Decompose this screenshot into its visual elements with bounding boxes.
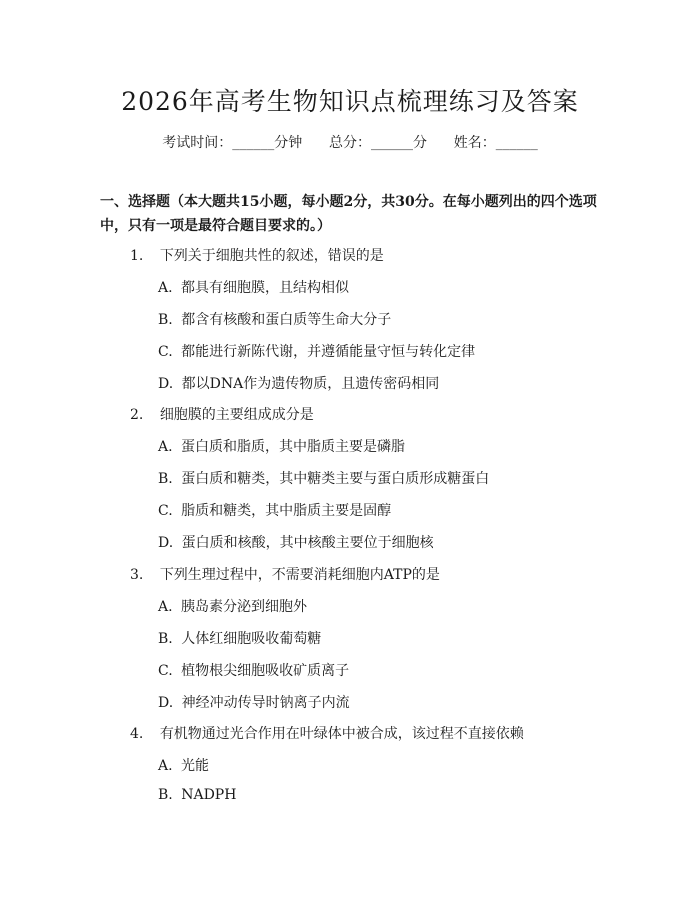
option-letter: D.: [158, 376, 174, 392]
question-text: 下列生理过程中，不需要消耗细胞内ATP的是: [159, 567, 440, 583]
option-letter: B.: [158, 787, 173, 803]
option-letter: B.: [158, 471, 173, 487]
option-text: 光能: [181, 758, 210, 774]
option-item: [158, 436, 405, 456]
page-title: 2026年高考生物知识点梳理练习及答案: [121, 87, 579, 116]
option-item: [158, 596, 307, 616]
option-text: 脂质和糖类，其中脂质主要是固醇: [181, 503, 392, 519]
question-number: 4.: [130, 726, 144, 742]
option-item: [158, 628, 321, 648]
question-text: 下列关于细胞共性的叙述，错误的是: [159, 248, 384, 264]
option-letter: D.: [158, 535, 174, 551]
option-text: 蛋白质和核酸，其中核酸主要位于细胞核: [181, 535, 434, 551]
option-letter: A.: [158, 758, 173, 774]
option-item: [158, 692, 350, 712]
option-item: [158, 532, 434, 552]
question-number: 2.: [130, 407, 144, 423]
option-item: [158, 277, 349, 297]
option-letter: B.: [158, 631, 173, 647]
option-text: 都能进行新陈代谢，并遵循能量守恒与转化定律: [181, 344, 476, 360]
option-item: [158, 500, 391, 520]
option-item: [158, 660, 349, 680]
option-text: NADPH: [181, 787, 237, 803]
option-letter: D.: [158, 695, 174, 711]
option-letter: A.: [158, 280, 173, 296]
option-item: [158, 755, 209, 775]
question-text: 有机物通过光合作用在叶绿体中被合成，该过程不直接依赖: [159, 726, 524, 742]
option-item: [158, 787, 236, 803]
question-number: 1.: [130, 248, 144, 264]
option-letter: C.: [158, 663, 173, 679]
option-text: 胰岛素分泌到细胞外: [181, 599, 308, 615]
question-stem: [130, 245, 384, 265]
section-header: 一、选择题（本大题共15小题，每小题2分，共30分。在每小题列出的四个选项中，只有一项是最符合题目要求的。）: [100, 194, 597, 234]
question-stem: [130, 404, 314, 424]
question-text: 细胞膜的主要组成成分是: [159, 407, 314, 423]
exam-info-line: 考试时间：______分钟 总分：______分 姓名：______: [162, 135, 538, 151]
option-item: [158, 468, 489, 488]
option-text: 都以DNA作为遗传物质，且遗传密码相同: [181, 376, 440, 392]
option-text: 都具有细胞膜，且结构相似: [181, 280, 350, 296]
option-letter: A.: [158, 439, 173, 455]
question-stem: [130, 723, 524, 743]
question-stem: [130, 564, 440, 584]
option-text: 蛋白质和糖类，其中糖类主要与蛋白质形成糖蛋白: [181, 471, 490, 487]
option-text: 都含有核酸和蛋白质等生命大分子: [181, 312, 392, 328]
option-item: [158, 373, 439, 393]
option-text: 神经冲动传导时钠离子内流: [181, 695, 350, 711]
option-letter: C.: [158, 344, 173, 360]
option-letter: B.: [158, 312, 173, 328]
option-letter: A.: [158, 599, 173, 615]
option-item: [158, 309, 391, 329]
option-letter: C.: [158, 503, 173, 519]
option-text: 植物根尖细胞吸收矿质离子: [181, 663, 350, 679]
option-text: 人体红细胞吸收葡萄糖: [181, 631, 322, 647]
option-item: [158, 341, 475, 361]
question-number: 3.: [130, 567, 144, 583]
option-text: 蛋白质和脂质，其中脂质主要是磷脂: [181, 439, 406, 455]
